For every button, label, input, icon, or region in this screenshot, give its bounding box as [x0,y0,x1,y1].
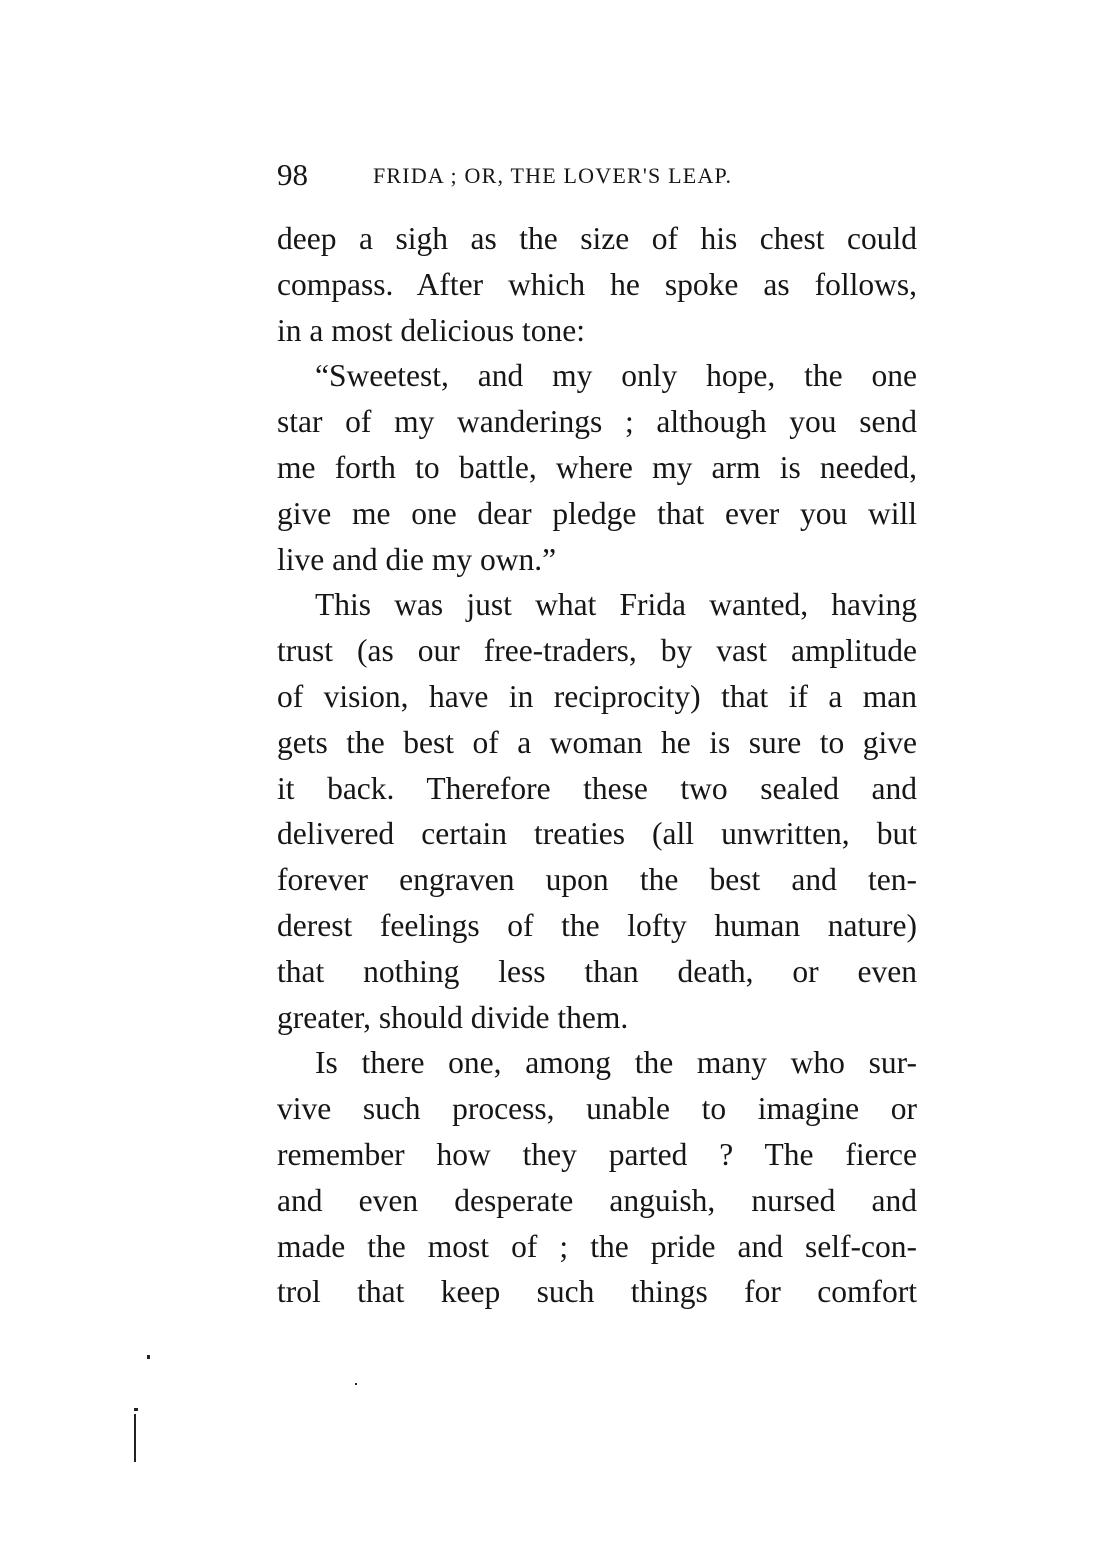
text-line: deep a sigh as the size of his chest could [277,221,917,256]
text-line: it back. Therefore these two sealed and [277,770,917,806]
text-line: “Sweetest, and my only hope, the one [315,358,917,394]
text-line: derest feelings of the lofty human nature) [277,907,917,943]
text-line: delivered certain treaties (all unwritten, but [277,816,917,852]
scan-speck [355,1383,357,1385]
text-line: trust (as our free-traders, by vast amplitude [277,633,917,669]
running-title: FRIDA ; OR, THE LOVER'S LEAP. [373,163,733,188]
text-line: of vision, have in reciprocity) that if a man [277,678,917,714]
text-line: star of my wanderings ; although you send [277,404,917,440]
scan-speck [147,1355,150,1359]
paragraph [277,353,917,582]
text-line: give me one dear pledge that ever you will [277,495,917,531]
text-line: me forth to battle, where my arm is needed, [277,449,917,485]
paragraph [277,216,917,353]
text-line: greater, should divide them. [277,999,629,1035]
text-line: made the most of ; the pride and self-con- [277,1228,917,1264]
text-line: vive such process, unable to imagine or [277,1091,917,1127]
text-line: forever engraven upon the best and ten- [277,862,917,898]
scan-speck [134,1408,138,1411]
paragraph [277,1040,917,1315]
text-line: gets the best of a woman he is sure to give [277,724,917,760]
text-line: and even desperate anguish, nursed and [277,1182,917,1218]
text-line: trol that keep such things for comfort [277,1274,917,1310]
paragraph [277,582,917,1040]
page-number: 98 [277,157,308,192]
text-line: live and die my own.” [277,541,557,577]
text-line: in a most delicious tone: [277,312,585,348]
running-head [277,158,917,198]
body-text [277,216,917,1315]
scan-mark [134,1414,136,1462]
text-line: remember how they parted ? The fierce [277,1136,917,1172]
text-line: that nothing less than death, or even [277,953,917,989]
text-line: compass. After which he spoke as follows, [277,266,917,302]
text-line: This was just what Frida wanted, having [315,587,917,623]
text-line: Is there one, among the many who sur- [315,1045,917,1081]
